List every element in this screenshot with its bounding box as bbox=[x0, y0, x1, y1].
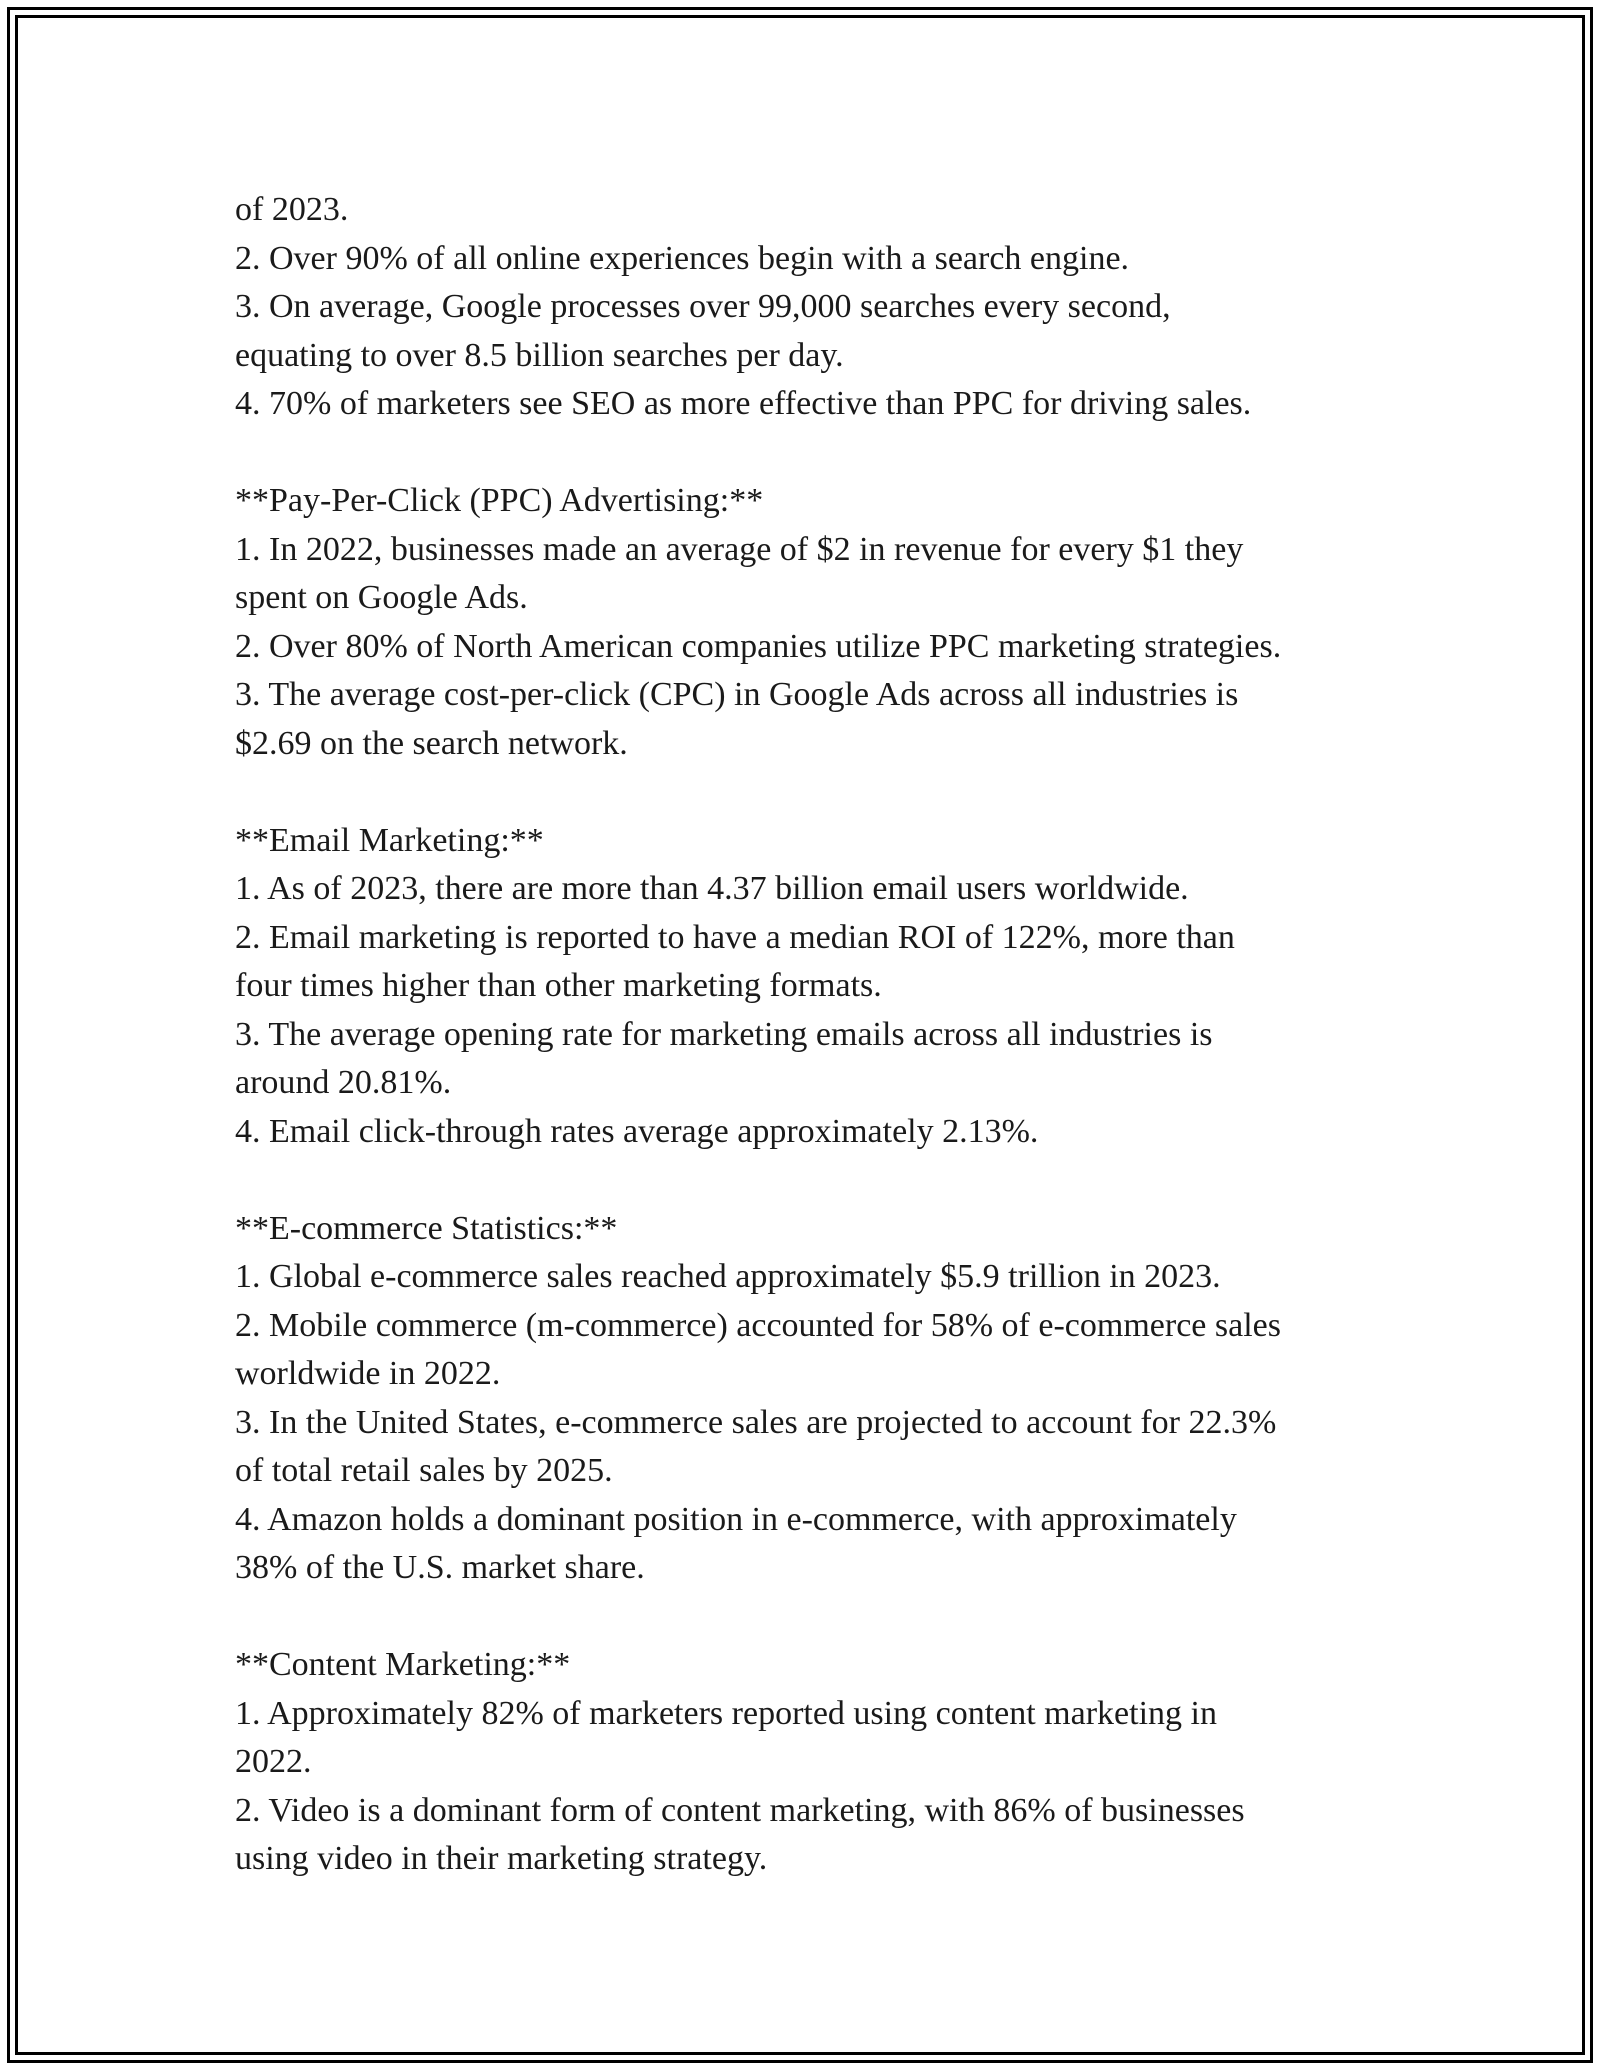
text-line: 3. The average cost-per-click (CPC) in Google Ads across all industries is bbox=[235, 676, 1239, 713]
section-heading: **Content Marketing:** bbox=[235, 1646, 571, 1683]
paragraph-spacer bbox=[235, 1593, 1385, 1642]
text-line: 1. Global e-commerce sales reached approximately $5.9 trillion in 2023. bbox=[235, 1258, 1221, 1295]
text-line: 2. Over 90% of all online experiences begin with a search engine. bbox=[235, 239, 1130, 277]
section-heading: **Pay-Per-Click (PPC) Advertising:** bbox=[235, 482, 764, 519]
text-line: equating to over 8.5 billion searches per day. bbox=[235, 336, 844, 374]
text-line: 2022. bbox=[235, 1743, 312, 1780]
text-line: 3. The average opening rate for marketing emails across all industries is bbox=[235, 1015, 1213, 1053]
text-line: 4. Email click-through rates average approximately 2.13%. bbox=[235, 1112, 1039, 1150]
text-line: 4. Amazon holds a dominant position in e-commerce, with approximately bbox=[235, 1500, 1237, 1538]
text-line: using video in their marketing strategy. bbox=[235, 1840, 768, 1877]
text-line: worldwide in 2022. bbox=[235, 1355, 501, 1392]
paragraph-spacer bbox=[235, 768, 1385, 817]
paragraph-spacer bbox=[235, 429, 1385, 478]
text-line: 3. On average, Google processes over 99,000 searches every second, bbox=[235, 288, 1171, 325]
text-line: 3. In the United States, e-commerce sales are projected to account for 22.3% bbox=[235, 1403, 1277, 1441]
document-body bbox=[235, 186, 1385, 1884]
section-heading: **E-commerce Statistics:** bbox=[235, 1209, 618, 1247]
text-line: spent on Google Ads. bbox=[235, 579, 528, 616]
text-line: 2. Mobile commerce (m-commerce) accounted for 58% of e-commerce sales bbox=[235, 1306, 1281, 1344]
text-line: 4. 70% of marketers see SEO as more effective than PPC for driving sales. bbox=[235, 385, 1252, 422]
text-line: 1. In 2022, businesses made an average of $2 in revenue for every $1 they bbox=[235, 530, 1244, 568]
text-line: 2. Email marketing is reported to have a median ROI of 122%, more than bbox=[235, 918, 1235, 956]
paragraph-spacer bbox=[235, 1156, 1385, 1205]
text-line: four times higher than other marketing formats. bbox=[235, 967, 882, 1004]
text-line: 2. Over 80% of North American companies utilize PPC marketing strategies. bbox=[235, 627, 1282, 665]
text-line: 38% of the U.S. market share. bbox=[235, 1549, 645, 1586]
text-line: $2.69 on the search network. bbox=[235, 724, 628, 762]
text-line: 1. Approximately 82% of marketers reported using content marketing in bbox=[235, 1694, 1217, 1732]
text-line: of total retail sales by 2025. bbox=[235, 1452, 613, 1489]
text-line: 1. As of 2023, there are more than 4.37 billion email users worldwide. bbox=[235, 870, 1189, 907]
text-line: of 2023. bbox=[235, 191, 349, 228]
text-line: 2. Video is a dominant form of content marketing, with 86% of businesses bbox=[235, 1791, 1245, 1829]
text-line: around 20.81%. bbox=[235, 1064, 452, 1101]
section-heading: **Email Marketing:** bbox=[235, 821, 544, 859]
